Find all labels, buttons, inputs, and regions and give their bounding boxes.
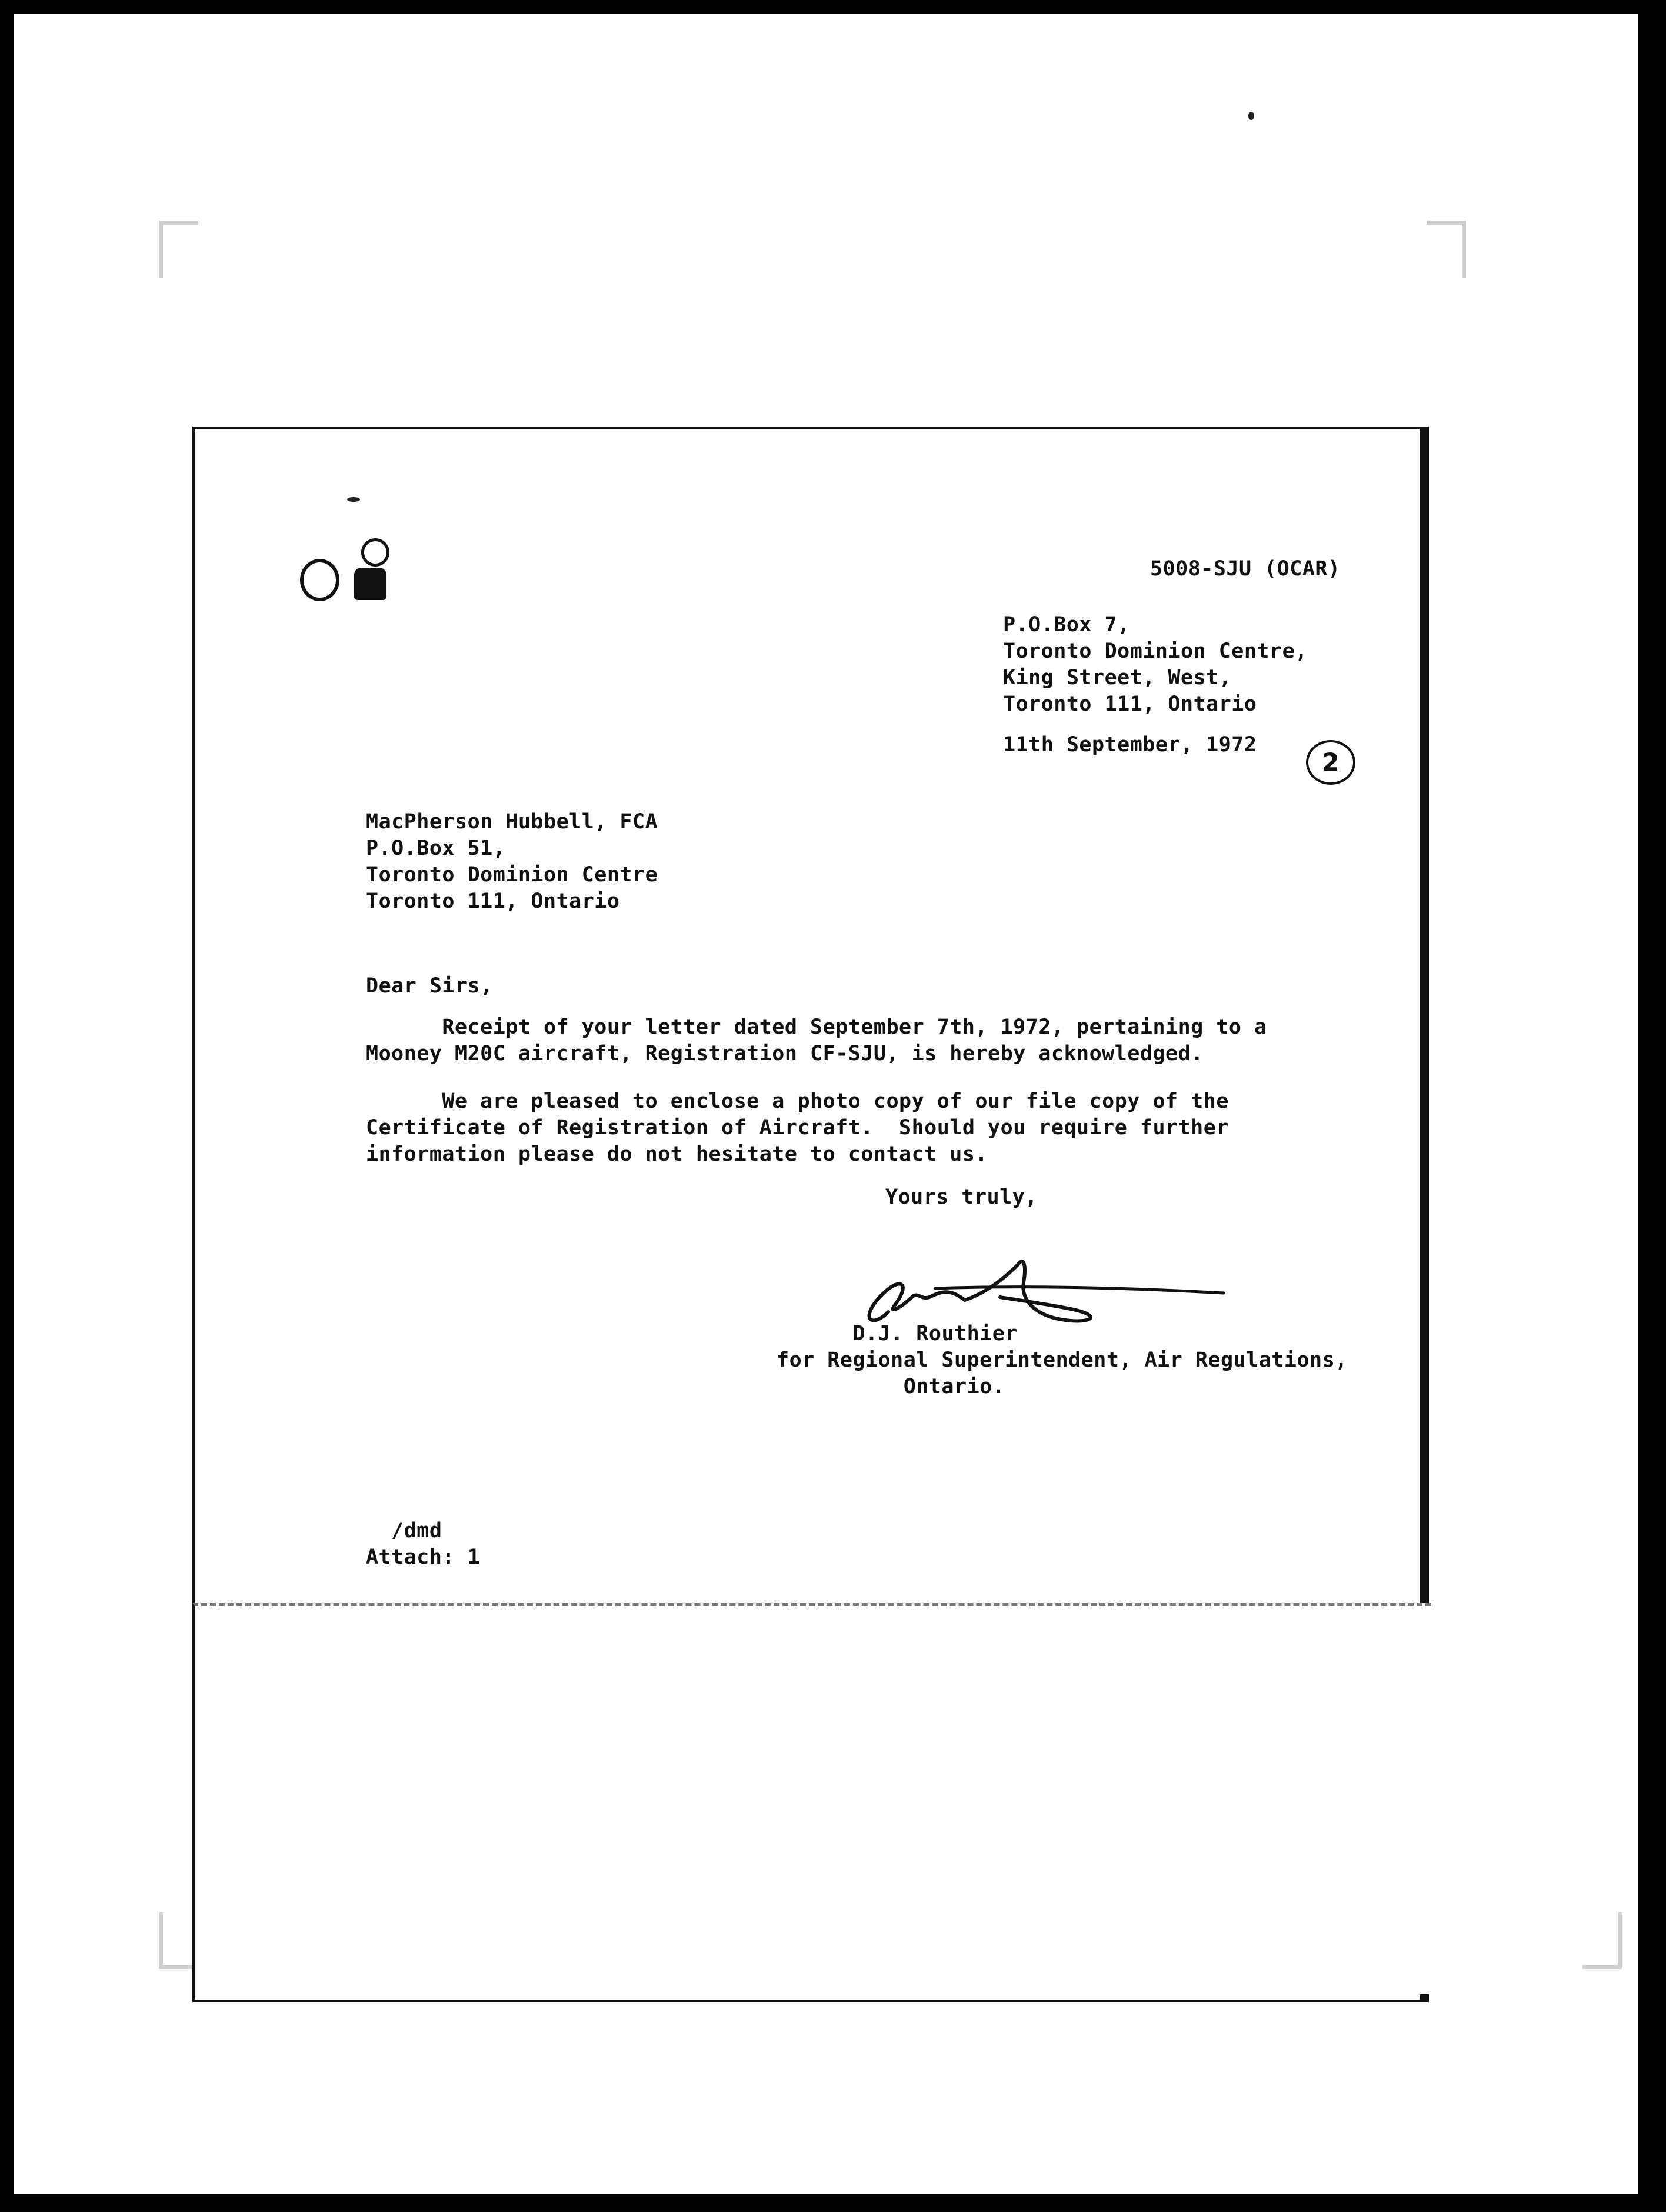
- sender-address-line: King Street, West,: [1003, 666, 1232, 689]
- body-line: information please do not hesitate to contact us.: [366, 1142, 988, 1166]
- body-line: Certificate of Registration of Aircraft. Should you require further: [366, 1116, 1229, 1140]
- typist-and-attachment: [366, 1518, 480, 1571]
- salutation: Dear Sirs,: [366, 974, 493, 998]
- lower-page-strip: [192, 1603, 1431, 1994]
- recipient-line: MacPherson Hubbell, FCA: [366, 810, 658, 834]
- punch-hole-open: [300, 559, 339, 601]
- sender-address-line: Toronto Dominion Centre,: [1003, 639, 1308, 663]
- recipient-line: Toronto 111, Ontario: [366, 890, 620, 913]
- sender-address-line: P.O.Box 7,: [1003, 613, 1130, 637]
- sender-address: [1003, 612, 1308, 718]
- punch-hole-filled: [354, 568, 386, 600]
- scan-speck: [347, 497, 360, 502]
- body-line: Receipt of your letter dated September 7th, 1972, pertaining to a: [366, 1015, 1267, 1039]
- punch-hole-ring: [361, 538, 389, 567]
- signatory-region-text: Ontario.: [903, 1375, 1005, 1398]
- recipient-address: [366, 809, 658, 915]
- letter-date: 11th September, 1972: [1003, 733, 1257, 757]
- typist-initials-text: /dmd: [391, 1519, 442, 1543]
- crop-mark-top-right: [1427, 221, 1466, 278]
- signatory-name: [777, 1321, 1348, 1347]
- crop-mark-top-left: [159, 221, 198, 278]
- signatory-name-text: D.J. Routhier: [852, 1322, 1018, 1345]
- body-line: We are pleased to enclose a photo copy of our file copy of the: [366, 1090, 1229, 1113]
- attachment-note: Attach: 1: [366, 1545, 481, 1569]
- body-paragraph-1: [366, 1014, 1267, 1067]
- signatory-title: for Regional Superintendent, Air Regulations,: [777, 1348, 1348, 1372]
- crop-mark-bottom-right: [1582, 1912, 1622, 1969]
- typist-initials: [366, 1518, 480, 1544]
- circled-page-number: 2: [1306, 740, 1355, 785]
- recipient-line: Toronto Dominion Centre: [366, 863, 658, 887]
- signatory-block: [777, 1321, 1348, 1400]
- scan-speck: [1248, 112, 1254, 120]
- body-line: Mooney M20C aircraft, Registration CF-SJU, is hereby acknowledged.: [366, 1042, 1204, 1065]
- sender-address-line: Toronto 111, Ontario: [1003, 692, 1257, 716]
- signatory-region: [777, 1374, 1348, 1400]
- recipient-line: P.O.Box 51,: [366, 837, 506, 860]
- file-reference: 5008-SJU (OCAR): [1150, 557, 1341, 581]
- closing: Yours truly,: [885, 1185, 1038, 1209]
- body-paragraph-2: [366, 1088, 1229, 1168]
